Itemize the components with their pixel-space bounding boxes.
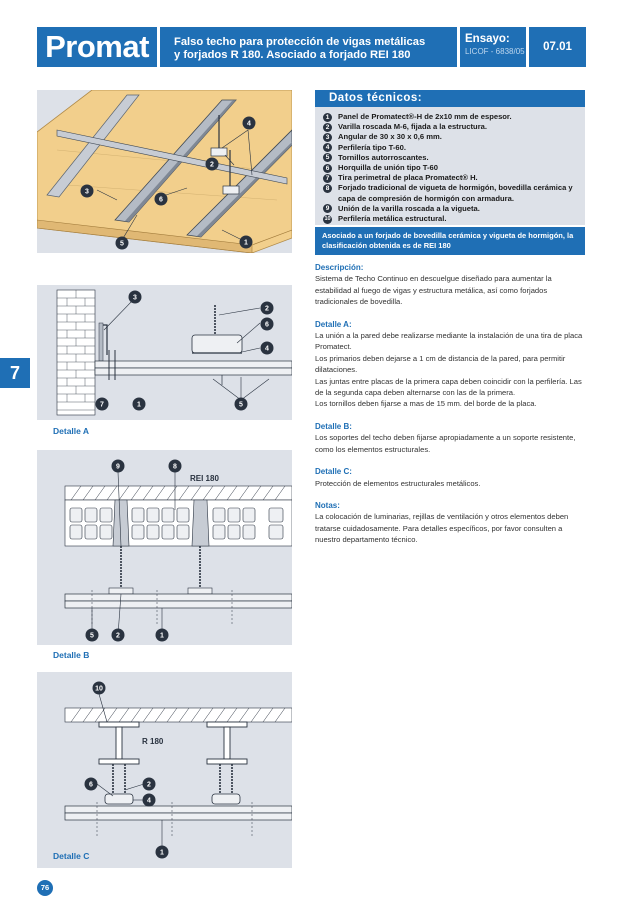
item-number: 1 bbox=[323, 113, 332, 122]
isometric-drawing bbox=[37, 90, 292, 253]
section-title: Descripción: bbox=[315, 263, 364, 272]
detalle-c-drawing bbox=[37, 672, 292, 868]
item-number: 5 bbox=[323, 153, 332, 162]
item-text: Perfilería tipo T-60. bbox=[338, 142, 406, 152]
section-title: Detalle A: bbox=[315, 319, 352, 329]
item-number: 9 bbox=[323, 204, 332, 213]
rei-classification-note: Asociado a un forjado de bovedilla cerámica y vigueta de hormigón, la clasificación obtenida es de REI 180 bbox=[315, 227, 585, 255]
section-title: Detalle B: bbox=[315, 421, 352, 431]
svg-text:5: 5 bbox=[120, 240, 124, 248]
detalle-a-badge-1 bbox=[133, 398, 146, 411]
list-item bbox=[323, 122, 579, 132]
detalle-a-label: Detalle A bbox=[53, 426, 90, 436]
svg-text:3: 3 bbox=[85, 188, 89, 196]
list-item bbox=[323, 173, 579, 183]
svg-text:1: 1 bbox=[137, 401, 141, 409]
item-text: Horquilla de unión tipo T-60 bbox=[338, 163, 438, 173]
svg-text:2: 2 bbox=[147, 781, 151, 789]
item-text: Forjado tradicional de vigueta de hormigón, bovedilla cerámica y capa de compresión de hormigón con armadura. bbox=[338, 183, 573, 203]
promat-logo: Promat bbox=[37, 27, 157, 67]
item-number: 2 bbox=[323, 123, 332, 132]
section-body: Sistema de Techo Continuo en descuelgue diseñado para aumentar la estabilidad al fuego de vigas y estructura metálica, así como forjados tradicionales de bovedilla. bbox=[315, 274, 552, 307]
detalle-a-figure bbox=[37, 285, 292, 420]
sheet-title-line2: y forjados R 180. Asociado a forjado REI 180 bbox=[174, 49, 411, 61]
svg-text:2: 2 bbox=[210, 161, 214, 169]
detalle-c-rating: R 180 bbox=[142, 737, 164, 746]
list-item bbox=[323, 132, 579, 142]
list-item bbox=[323, 153, 579, 163]
section-descripcion bbox=[315, 262, 587, 308]
item-text: Tornillos autorroscantes. bbox=[338, 152, 429, 162]
svg-text:1: 1 bbox=[160, 632, 164, 640]
item-text: Varilla roscada M-6, fijada a la estructura. bbox=[338, 122, 487, 132]
top-badge-3 bbox=[81, 185, 94, 198]
svg-text:4: 4 bbox=[147, 797, 151, 805]
ensayo-block bbox=[460, 27, 526, 67]
svg-text:2: 2 bbox=[116, 632, 120, 640]
detalle-a-badge-6 bbox=[261, 318, 274, 331]
detalle-b-badge-1 bbox=[156, 629, 169, 642]
section-body: Protección de elementos estructurales metálicos. bbox=[315, 478, 481, 488]
detalle-b-figure bbox=[37, 450, 292, 645]
section-detalle-a bbox=[315, 319, 587, 410]
svg-text:4: 4 bbox=[265, 345, 269, 353]
item-text: Tira perimetral de placa Promatect® H. bbox=[338, 173, 478, 183]
top-badge-1 bbox=[240, 236, 253, 249]
detalle-a-badge-5 bbox=[235, 398, 248, 411]
svg-text:1: 1 bbox=[244, 239, 248, 247]
sheet-title-line1: Falso techo para protección de vigas metálicas bbox=[174, 36, 426, 48]
detalle-b-label: Detalle B bbox=[53, 650, 90, 660]
detalle-b-badge-8 bbox=[169, 460, 182, 473]
svg-text:5: 5 bbox=[239, 401, 243, 409]
top-badge-4 bbox=[243, 117, 256, 130]
list-item bbox=[323, 183, 579, 203]
section-notas bbox=[315, 500, 587, 546]
detalle-b-badge-2 bbox=[112, 629, 125, 642]
svg-text:4: 4 bbox=[247, 120, 251, 128]
item-number: 10 bbox=[324, 215, 331, 222]
item-text: Panel de Promatect®-H de 2x10 mm de espesor. bbox=[338, 112, 512, 121]
sheet-number: 07.01 bbox=[529, 27, 586, 67]
item-number: 7 bbox=[323, 174, 332, 183]
top-badge-5 bbox=[116, 237, 129, 250]
detalle-a-badge-7 bbox=[96, 398, 109, 411]
tech-data-title: Datos técnicos: bbox=[315, 90, 585, 107]
svg-text:7: 7 bbox=[100, 401, 104, 409]
page-number: 76 bbox=[37, 880, 53, 896]
detalle-c-badge-6 bbox=[85, 778, 98, 791]
item-number: 4 bbox=[323, 143, 332, 152]
section-title: Notas: bbox=[315, 500, 340, 510]
section-paragraph: Los tornillos deben fijarse a mas de 15 mm. del borde de la placa. bbox=[315, 399, 537, 409]
detalle-b-rating: REI 180 bbox=[190, 474, 219, 483]
svg-text:9: 9 bbox=[116, 463, 120, 471]
item-number: 8 bbox=[323, 184, 332, 193]
detalle-c-badge-1 bbox=[156, 846, 169, 859]
top-badge-2 bbox=[206, 158, 219, 171]
detalle-b-badge-9 bbox=[112, 460, 125, 473]
list-item bbox=[323, 112, 579, 122]
section-paragraph: Los primarios deben dejarse a 1 cm de distancia de la pared, para permitir dilataciones. bbox=[315, 353, 566, 375]
detalle-c-badge-2 bbox=[143, 778, 156, 791]
detalle-c-figure bbox=[37, 672, 292, 868]
item-text: Unión de la varilla roscada a la vigueta. bbox=[338, 203, 480, 213]
svg-text:1: 1 bbox=[160, 849, 164, 857]
svg-text:5: 5 bbox=[90, 632, 94, 640]
description-column bbox=[315, 262, 587, 557]
detalle-c-label: Detalle C bbox=[53, 851, 90, 861]
svg-text:2: 2 bbox=[265, 305, 269, 313]
detalle-c-badge-10 bbox=[93, 682, 106, 695]
svg-text:6: 6 bbox=[265, 321, 269, 329]
detalle-a-drawing bbox=[37, 285, 292, 420]
top-badge-6 bbox=[155, 193, 168, 206]
section-detalle-b bbox=[315, 421, 587, 455]
svg-text:8: 8 bbox=[173, 463, 177, 471]
svg-text:6: 6 bbox=[89, 781, 93, 789]
section-paragraph: La unión a la pared debe realizarse mediante la instalación de una tira de placa Promatect. bbox=[315, 331, 583, 352]
chapter-tab: 7 bbox=[0, 358, 30, 388]
detalle-c-badge-4 bbox=[143, 794, 156, 807]
list-item bbox=[323, 143, 579, 153]
svg-text:6: 6 bbox=[159, 196, 163, 204]
svg-text:3: 3 bbox=[133, 294, 137, 302]
detalle-b-badge-5 bbox=[86, 629, 99, 642]
list-item bbox=[323, 214, 579, 224]
ensayo-label: Ensayo: bbox=[465, 33, 510, 45]
detalle-a-badge-2 bbox=[261, 302, 274, 315]
section-paragraph: Las juntas entre placas de la primera capa deben coincidir con la perfilería. Las de la segunda capa deben alternarse con las de la primera. bbox=[315, 376, 582, 398]
tech-data-list bbox=[315, 112, 585, 224]
item-number: 6 bbox=[323, 164, 332, 173]
detalle-b-drawing bbox=[37, 450, 292, 645]
section-body: Los soportes del techo deben fijarse apropiadamente a un soporte resistente, como los elementos estructurales. bbox=[315, 433, 576, 454]
list-item bbox=[323, 163, 579, 173]
svg-text:10: 10 bbox=[95, 685, 103, 693]
item-number: 3 bbox=[323, 133, 332, 142]
ensayo-code: LICOF - 6838/05 bbox=[465, 47, 525, 56]
detalle-a-badge-3 bbox=[129, 291, 142, 304]
section-title: Detalle C: bbox=[315, 467, 352, 477]
list-item bbox=[323, 204, 579, 214]
section-body: La colocación de luminarias, rejillas de ventilación y otros elementos deben tratarse cuidadosamente. Para detalles específicos, por favor consulten a nuestro departamento técnico. bbox=[315, 512, 569, 545]
item-text: Perfilería metálica estructural. bbox=[338, 214, 447, 224]
sheet-title bbox=[160, 27, 457, 67]
section-detalle-c bbox=[315, 466, 587, 489]
detalle-a-badge-4 bbox=[261, 342, 274, 355]
isometric-figure bbox=[37, 90, 292, 253]
item-text: Angular de 30 x 30 x 0,6 mm. bbox=[338, 132, 442, 142]
